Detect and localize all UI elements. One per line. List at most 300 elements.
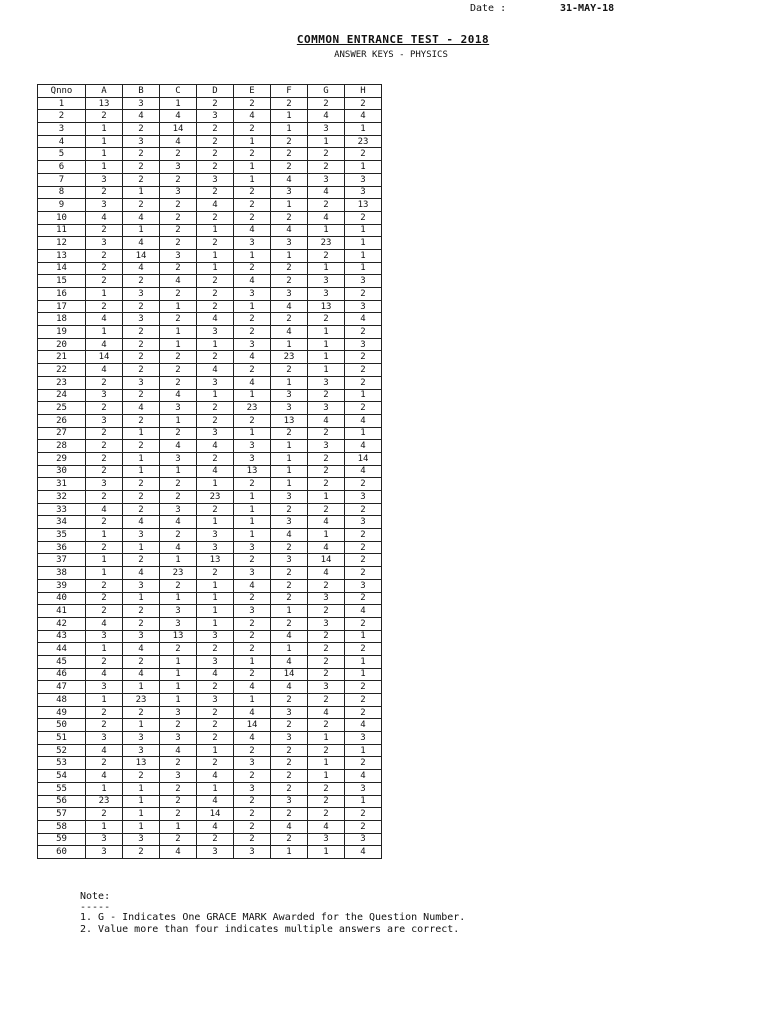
answer-cell: 1: [86, 782, 123, 795]
answer-cell: 2: [197, 503, 234, 516]
table-row: [38, 808, 382, 821]
table-row: [38, 820, 382, 833]
answer-cell: 1: [345, 795, 382, 808]
answer-cell: 2: [197, 681, 234, 694]
answer-cell: 2: [308, 249, 345, 262]
answer-cell: 23: [308, 237, 345, 250]
answer-cell: 14: [234, 719, 271, 732]
answer-cell: 3: [234, 338, 271, 351]
answer-cell: 2: [86, 275, 123, 288]
answer-cell: 2: [160, 491, 197, 504]
answer-cell: 4: [86, 503, 123, 516]
column-header: H: [345, 85, 382, 98]
question-number-cell: 48: [38, 694, 86, 707]
answer-cell: 3: [271, 795, 308, 808]
answer-cell: 2: [234, 313, 271, 326]
table-row: [38, 744, 382, 757]
question-number-cell: 26: [38, 414, 86, 427]
answer-cell: 3: [308, 440, 345, 453]
answer-cell: 4: [234, 732, 271, 745]
question-number-cell: 18: [38, 313, 86, 326]
answer-cell: 2: [86, 808, 123, 821]
question-number-cell: 37: [38, 554, 86, 567]
answer-cell: 4: [308, 820, 345, 833]
table-row: [38, 186, 382, 199]
answer-cell: 1: [345, 249, 382, 262]
answer-cell: 2: [345, 97, 382, 110]
answer-cell: 2: [234, 592, 271, 605]
answer-cell: 1: [197, 338, 234, 351]
answer-cell: 4: [234, 706, 271, 719]
answer-cell: 2: [345, 529, 382, 542]
answer-cell: 14: [86, 351, 123, 364]
answer-cell: 2: [308, 313, 345, 326]
question-number-cell: 57: [38, 808, 86, 821]
answer-cell: 14: [160, 123, 197, 136]
table-row: [38, 148, 382, 161]
answer-cell: 23: [160, 567, 197, 580]
column-header: B: [123, 85, 160, 98]
answer-cell: 2: [86, 186, 123, 199]
answer-cell: 1: [160, 97, 197, 110]
answer-cell: 3: [160, 249, 197, 262]
answer-cell: 3: [308, 402, 345, 415]
question-number-cell: 54: [38, 770, 86, 783]
table-row: [38, 694, 382, 707]
table-row: [38, 605, 382, 618]
column-header: D: [197, 85, 234, 98]
answer-cell: 4: [271, 681, 308, 694]
answer-cell: 3: [197, 427, 234, 440]
answer-cell: 3: [271, 516, 308, 529]
answer-cell: 2: [160, 364, 197, 377]
answer-cell: 4: [234, 351, 271, 364]
question-number-cell: 46: [38, 668, 86, 681]
answer-cell: 4: [234, 681, 271, 694]
question-number-cell: 30: [38, 465, 86, 478]
answer-cell: 4: [308, 567, 345, 580]
question-number-cell: 47: [38, 681, 86, 694]
answer-cell: 4: [123, 237, 160, 250]
answer-cell: 2: [86, 452, 123, 465]
answer-cell: 4: [308, 516, 345, 529]
answer-cell: 1: [197, 389, 234, 402]
answer-cell: 4: [123, 668, 160, 681]
answer-cell: 1: [308, 770, 345, 783]
answer-cell: 1: [123, 681, 160, 694]
answer-key-table: [37, 84, 382, 859]
answer-cell: 2: [197, 414, 234, 427]
answer-cell: 1: [197, 579, 234, 592]
answer-cell: 2: [271, 567, 308, 580]
answer-cell: 2: [197, 719, 234, 732]
answer-cell: 2: [308, 694, 345, 707]
answer-cell: 1: [123, 592, 160, 605]
answer-cell: 2: [308, 808, 345, 821]
table-row: [38, 757, 382, 770]
answer-cell: 3: [345, 338, 382, 351]
answer-cell: 4: [123, 402, 160, 415]
table-row: [38, 237, 382, 250]
answer-cell: 4: [197, 770, 234, 783]
answer-cell: 2: [234, 617, 271, 630]
answer-cell: 3: [197, 376, 234, 389]
answer-cell: 1: [160, 554, 197, 567]
answer-cell: 2: [345, 351, 382, 364]
answer-cell: 1: [234, 427, 271, 440]
answer-cell: 1: [308, 757, 345, 770]
answer-cell: 3: [197, 326, 234, 339]
table-row: [38, 288, 382, 301]
question-number-cell: 49: [38, 706, 86, 719]
answer-cell: 3: [345, 173, 382, 186]
answer-cell: 2: [160, 173, 197, 186]
table-row: [38, 414, 382, 427]
answer-cell: 1: [345, 237, 382, 250]
answer-cell: 3: [345, 516, 382, 529]
answer-cell: 1: [234, 249, 271, 262]
answer-cell: 1: [86, 529, 123, 542]
answer-cell: 1: [234, 135, 271, 148]
answer-cell: 1: [308, 338, 345, 351]
answer-cell: 1: [86, 694, 123, 707]
answer-cell: 2: [160, 529, 197, 542]
answer-cell: 4: [197, 465, 234, 478]
answer-cell: 2: [345, 478, 382, 491]
question-number-cell: 14: [38, 262, 86, 275]
answer-cell: 4: [197, 820, 234, 833]
answer-cell: 3: [234, 605, 271, 618]
answer-cell: 3: [160, 770, 197, 783]
answer-cell: 3: [271, 402, 308, 415]
answer-cell: 3: [86, 681, 123, 694]
answer-cell: 2: [160, 199, 197, 212]
answer-cell: 2: [271, 744, 308, 757]
answer-cell: 2: [123, 440, 160, 453]
answer-cell: 2: [86, 579, 123, 592]
answer-cell: 3: [197, 694, 234, 707]
answer-cell: 4: [345, 414, 382, 427]
table-row: [38, 668, 382, 681]
answer-cell: 3: [197, 173, 234, 186]
question-number-cell: 7: [38, 173, 86, 186]
answer-cell: 2: [271, 808, 308, 821]
answer-cell: 4: [345, 465, 382, 478]
answer-cell: 2: [271, 757, 308, 770]
answer-cell: 4: [160, 110, 197, 123]
answer-cell: 3: [345, 300, 382, 313]
question-number-cell: 13: [38, 249, 86, 262]
answer-cell: 2: [86, 262, 123, 275]
answer-cell: 2: [123, 338, 160, 351]
question-number-cell: 45: [38, 655, 86, 668]
answer-cell: 3: [123, 744, 160, 757]
answer-cell: 2: [123, 326, 160, 339]
answer-cell: 2: [86, 376, 123, 389]
answer-cell: 1: [234, 655, 271, 668]
table-row: [38, 326, 382, 339]
answer-cell: 2: [234, 199, 271, 212]
answer-cell: 2: [86, 224, 123, 237]
answer-cell: 1: [86, 123, 123, 136]
table-row: [38, 452, 382, 465]
answer-cell: 3: [308, 681, 345, 694]
answer-cell: 2: [345, 592, 382, 605]
table-row: [38, 655, 382, 668]
answer-cell: 2: [123, 351, 160, 364]
answer-cell: 1: [197, 249, 234, 262]
question-number-cell: 31: [38, 478, 86, 491]
answer-cell: 2: [160, 579, 197, 592]
answer-cell: 1: [86, 820, 123, 833]
answer-cell: 3: [308, 592, 345, 605]
answer-cell: 1: [234, 516, 271, 529]
question-number-cell: 53: [38, 757, 86, 770]
table-row: [38, 275, 382, 288]
answer-cell: 2: [308, 579, 345, 592]
table-row: [38, 313, 382, 326]
table-row: [38, 681, 382, 694]
answer-cell: 1: [234, 161, 271, 174]
answer-cell: 1: [345, 161, 382, 174]
answer-cell: 1: [234, 173, 271, 186]
answer-cell: 4: [86, 338, 123, 351]
table-row: [38, 579, 382, 592]
question-number-cell: 35: [38, 529, 86, 542]
answer-cell: 2: [308, 199, 345, 212]
question-number-cell: 8: [38, 186, 86, 199]
answer-cell: 4: [345, 110, 382, 123]
answer-cell: 1: [197, 617, 234, 630]
answer-cell: 3: [197, 846, 234, 859]
answer-cell: 2: [308, 719, 345, 732]
answer-cell: 4: [234, 224, 271, 237]
answer-cell: 1: [123, 782, 160, 795]
answer-cell: 4: [197, 795, 234, 808]
answer-cell: 3: [86, 732, 123, 745]
answer-cell: 4: [271, 630, 308, 643]
table-row: [38, 262, 382, 275]
answer-cell: 1: [234, 491, 271, 504]
answer-cell: 2: [197, 186, 234, 199]
answer-cell: 2: [160, 313, 197, 326]
table-row: [38, 567, 382, 580]
answer-cell: 3: [197, 630, 234, 643]
answer-cell: 2: [271, 579, 308, 592]
answer-cell: 3: [86, 199, 123, 212]
answer-cell: 3: [86, 173, 123, 186]
answer-cell: 2: [271, 161, 308, 174]
answer-cell: 4: [197, 199, 234, 212]
table-row: [38, 516, 382, 529]
answer-cell: 2: [308, 452, 345, 465]
answer-cell: 2: [271, 833, 308, 846]
answer-cell: 3: [123, 97, 160, 110]
answer-cell: 1: [160, 465, 197, 478]
answer-cell: 2: [234, 820, 271, 833]
answer-cell: 1: [345, 655, 382, 668]
answer-cell: 3: [160, 452, 197, 465]
answer-cell: 2: [345, 567, 382, 580]
answer-cell: 3: [345, 275, 382, 288]
answer-cell: 2: [160, 795, 197, 808]
answer-cell: 2: [271, 719, 308, 732]
answer-cell: 13: [271, 414, 308, 427]
answer-cell: 3: [234, 846, 271, 859]
answer-cell: 2: [197, 300, 234, 313]
answer-cell: 3: [345, 186, 382, 199]
answer-cell: 1: [123, 465, 160, 478]
question-number-cell: 4: [38, 135, 86, 148]
answer-cell: 2: [86, 491, 123, 504]
answer-cell: 1: [234, 389, 271, 402]
answer-cell: 2: [160, 782, 197, 795]
answer-cell: 3: [234, 782, 271, 795]
answer-cell: 2: [308, 668, 345, 681]
answer-cell: 1: [160, 414, 197, 427]
answer-cell: 1: [308, 846, 345, 859]
answer-cell: 3: [234, 567, 271, 580]
answer-cell: 2: [345, 288, 382, 301]
answer-cell: 2: [345, 503, 382, 516]
answer-cell: 1: [160, 820, 197, 833]
answer-cell: 2: [123, 503, 160, 516]
answer-cell: 3: [271, 237, 308, 250]
answer-cell: 2: [271, 427, 308, 440]
answer-cell: 4: [197, 364, 234, 377]
table-row: [38, 617, 382, 630]
question-number-cell: 44: [38, 643, 86, 656]
answer-cell: 2: [123, 275, 160, 288]
answer-cell: 1: [271, 478, 308, 491]
answer-cell: 2: [123, 173, 160, 186]
answer-cell: 1: [271, 465, 308, 478]
answer-cell: 2: [123, 617, 160, 630]
answer-cell: 2: [86, 516, 123, 529]
answer-cell: 2: [86, 110, 123, 123]
answer-cell: 3: [234, 288, 271, 301]
question-number-cell: 16: [38, 288, 86, 301]
answer-cell: 2: [86, 300, 123, 313]
table-header-row: [38, 85, 382, 98]
answer-cell: 3: [123, 732, 160, 745]
note-item-2: 2. Value more than four indicates multiple answers are correct.: [80, 924, 460, 935]
table-body: [38, 97, 382, 858]
answer-cell: 1: [123, 808, 160, 821]
question-number-cell: 39: [38, 579, 86, 592]
answer-cell: 2: [271, 275, 308, 288]
answer-cell: 2: [271, 313, 308, 326]
answer-cell: 2: [86, 655, 123, 668]
answer-cell: 1: [86, 288, 123, 301]
question-number-cell: 52: [38, 744, 86, 757]
answer-cell: 2: [160, 148, 197, 161]
answer-cell: 3: [308, 275, 345, 288]
answer-cell: 1: [86, 135, 123, 148]
answer-cell: 1: [86, 643, 123, 656]
answer-cell: 2: [345, 694, 382, 707]
answer-cell: 2: [197, 275, 234, 288]
answer-cell: 1: [160, 326, 197, 339]
answer-cell: 4: [123, 262, 160, 275]
answer-cell: 3: [345, 782, 382, 795]
answer-cell: 3: [86, 833, 123, 846]
answer-cell: 4: [160, 135, 197, 148]
answer-cell: 4: [160, 846, 197, 859]
answer-cell: 4: [197, 668, 234, 681]
answer-cell: 2: [86, 427, 123, 440]
answer-cell: 1: [271, 643, 308, 656]
answer-cell: 1: [308, 326, 345, 339]
answer-cell: 3: [86, 237, 123, 250]
column-header: F: [271, 85, 308, 98]
answer-cell: 2: [308, 605, 345, 618]
answer-cell: 1: [86, 148, 123, 161]
answer-cell: 4: [271, 173, 308, 186]
answer-cell: 2: [345, 541, 382, 554]
answer-cell: 4: [86, 211, 123, 224]
answer-cell: 3: [271, 732, 308, 745]
answer-cell: 4: [197, 313, 234, 326]
answer-cell: 4: [308, 186, 345, 199]
question-number-cell: 56: [38, 795, 86, 808]
answer-cell: 3: [345, 491, 382, 504]
answer-cell: 1: [308, 135, 345, 148]
answer-cell: 1: [345, 389, 382, 402]
table-row: [38, 833, 382, 846]
answer-cell: 4: [160, 516, 197, 529]
answer-cell: 13: [197, 554, 234, 567]
answer-cell: 4: [271, 655, 308, 668]
answer-cell: 4: [160, 389, 197, 402]
answer-cell: 3: [234, 237, 271, 250]
answer-cell: 1: [271, 199, 308, 212]
table-row: [38, 846, 382, 859]
document-title-wrap: [0, 28, 768, 47]
answer-cell: 1: [308, 732, 345, 745]
answer-cell: 4: [123, 211, 160, 224]
answer-cell: 1: [123, 224, 160, 237]
answer-cell: 3: [123, 313, 160, 326]
question-number-cell: 11: [38, 224, 86, 237]
answer-cell: 3: [234, 452, 271, 465]
answer-cell: 1: [345, 427, 382, 440]
answer-cell: 4: [123, 643, 160, 656]
answer-cell: 1: [197, 744, 234, 757]
question-number-cell: 6: [38, 161, 86, 174]
table-row: [38, 161, 382, 174]
answer-cell: 1: [197, 516, 234, 529]
date-value: 31-MAY-18: [560, 3, 615, 14]
answer-cell: 2: [86, 757, 123, 770]
answer-cell: 2: [271, 97, 308, 110]
question-number-cell: 3: [38, 123, 86, 136]
answer-cell: 2: [86, 541, 123, 554]
answer-cell: 2: [123, 148, 160, 161]
answer-cell: 13: [234, 465, 271, 478]
answer-cell: 1: [345, 744, 382, 757]
answer-cell: 4: [308, 110, 345, 123]
answer-cell: 4: [234, 110, 271, 123]
answer-cell: 4: [86, 364, 123, 377]
answer-cell: 1: [123, 719, 160, 732]
answer-cell: 2: [308, 148, 345, 161]
answer-cell: 2: [160, 376, 197, 389]
answer-cell: 23: [86, 795, 123, 808]
answer-cell: 1: [345, 630, 382, 643]
answer-cell: 3: [197, 529, 234, 542]
table-row: [38, 300, 382, 313]
